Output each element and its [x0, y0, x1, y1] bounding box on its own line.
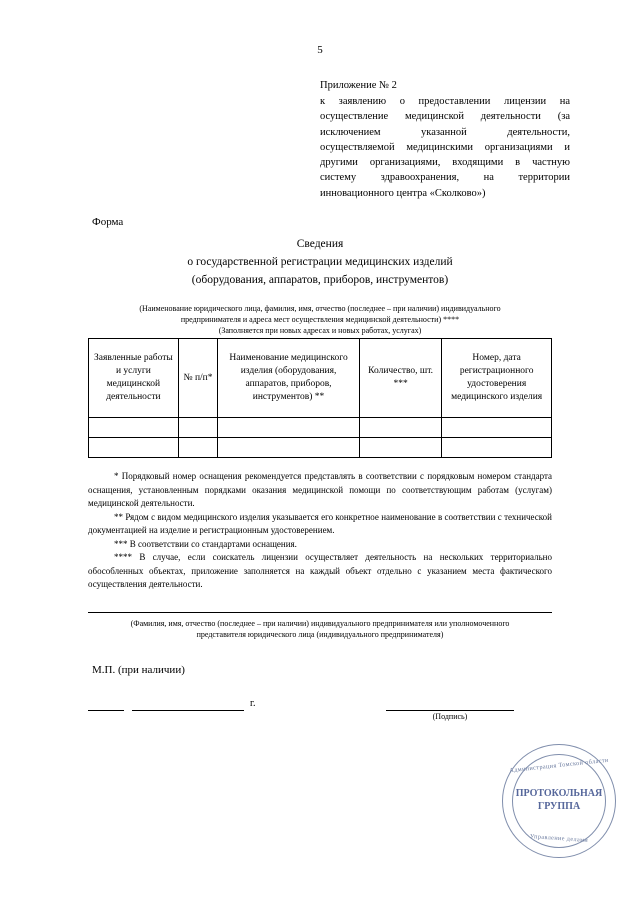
footnote-2: ** Рядом с видом медицинского изделия указывается его конкретное наименование в соответствии с технической документацией на изделие и регистрационным удостоверением.	[88, 511, 552, 535]
table-header-works: Заявленные работы и услуги медицинской деятельности	[89, 339, 179, 418]
document-title	[0, 236, 640, 289]
signature-note-line-2: представителя юридического лица (индивидуального предпринимателя)	[196, 630, 444, 640]
stamp-bottom-text: Управление делами	[529, 832, 589, 845]
medical-devices-table	[88, 338, 552, 458]
organization-note-line-3: (Заполняется при новых адресах и новых работах, услугах)	[218, 325, 422, 335]
table-header-quantity: Количество, шт. ***	[359, 339, 441, 418]
signature-note	[88, 618, 552, 640]
footnotes-block	[88, 470, 552, 592]
stamp-center-text	[514, 788, 604, 813]
signature-field[interactable]	[386, 698, 514, 711]
table-cell-device-name	[218, 438, 360, 458]
table-cell-number	[178, 418, 217, 438]
table-row	[89, 418, 552, 438]
signature-caption: (Подпись)	[432, 712, 468, 721]
table-header-certificate: Номер, дата регистрационного удостоверения медицинского изделия	[442, 339, 552, 418]
stamp-place-label: М.П. (при наличии)	[92, 664, 185, 676]
organization-note-line-1: (Наименование юридического лица, фамилия, имя, отчество (последнее – при наличии) индивидуального	[139, 304, 501, 313]
table-header-number: № п/п*	[178, 339, 217, 418]
table-cell-number	[178, 438, 217, 458]
date-signature-fields	[88, 698, 552, 728]
signature-rule	[88, 612, 552, 613]
table-cell-device-name	[218, 418, 360, 438]
signature-note-line-1: (Фамилия, имя, отчество (последнее – при наличии) индивидуального предпринимателя или уполномоченного	[130, 619, 510, 628]
month-field[interactable]	[132, 698, 244, 711]
table-row	[89, 438, 552, 458]
form-label: Форма	[92, 216, 124, 228]
title-line-1: Сведения	[296, 238, 344, 250]
table-cell-certificate	[442, 418, 552, 438]
day-field[interactable]	[88, 698, 124, 711]
footnote-1: * Порядковый номер оснащения рекомендуется представлять в соответствии с порядковым номером стандарта оснащения, установленным порядками оказания медицинской помощи по соответствующим работам (услугам) медицинской деятельности.	[88, 471, 552, 508]
table-cell-works	[89, 438, 179, 458]
title-line-3: (оборудования, аппаратов, приборов, инструментов)	[191, 273, 449, 286]
title-line-2: о государственной регистрации медицинских изделий	[187, 255, 453, 268]
page-number: 5	[317, 44, 323, 56]
table-cell-quantity	[359, 438, 441, 458]
organization-note	[88, 304, 552, 336]
table-header-row	[89, 339, 552, 418]
year-label: г.	[250, 698, 256, 709]
table-cell-quantity	[359, 418, 441, 438]
appendix-body: к заявлению о предоставлении лицензии на осуществление медицинской деятельности (за исключением указанной деятельности, осуществляемой медицинскими организациями и другими организациями, входящими в частную систему здравоохранения, на территории инновационного центра «Сколково»)	[320, 96, 570, 199]
table-body	[89, 418, 552, 458]
footnote-3: *** В соответствии со стандартами оснащения.	[114, 538, 297, 549]
organization-note-line-2: предпринимателя и адреса мест осуществления медицинской деятельности) ****	[180, 314, 460, 324]
table-header	[89, 339, 552, 418]
table-cell-certificate	[442, 438, 552, 458]
table-cell-works	[89, 418, 179, 438]
appendix-reference-block	[320, 78, 570, 201]
official-stamp	[500, 742, 618, 860]
stamp-center-line-2: ГРУППА	[537, 800, 581, 812]
footnote-4: **** В случае, если соискатель лицензии осуществляет деятельность на нескольких территориально обособленных объектах, приложение заполняется на каждый объект отдельно с указанием места фактического осуществления деятельности.	[88, 552, 552, 589]
stamp-center-line-1: ПРОТОКОЛЬНАЯ	[515, 788, 603, 799]
stamp-top-text: Администрация Томской области	[509, 756, 609, 775]
table-header-device-name: Наименование медицинского изделия (оборудования, аппаратов, приборов, инструментов) **	[218, 339, 360, 418]
appendix-number: Приложение № 2	[320, 80, 397, 91]
